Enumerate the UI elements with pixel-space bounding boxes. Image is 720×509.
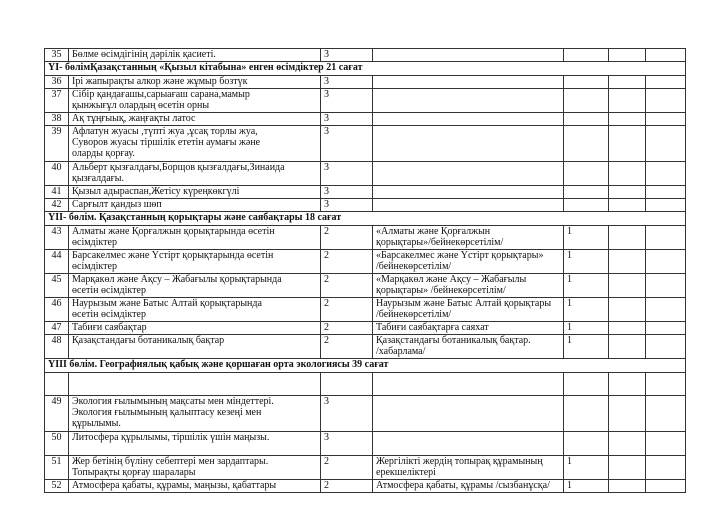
resource-cell bbox=[373, 76, 564, 89]
hours-cell: 2 bbox=[321, 298, 373, 322]
lesson-number-cell: 44 bbox=[45, 250, 69, 274]
topic-cell: Сарғылт қандыз шөп bbox=[69, 199, 321, 212]
extra-hours-cell bbox=[564, 396, 609, 432]
empty-cell bbox=[646, 396, 686, 432]
hours-cell: 2 bbox=[321, 322, 373, 335]
hours-cell: 3 bbox=[321, 113, 373, 126]
hours-cell: 3 bbox=[321, 199, 373, 212]
topic-cell: Марқакөл және Ақсу – Жабағылы қорықтарында өсетін өсімдіктер bbox=[69, 274, 321, 298]
table-row bbox=[45, 199, 686, 212]
extra-hours-cell bbox=[564, 162, 609, 186]
topic-cell: Наурызым және Батыс Алтай қорықтарында өсетін өсімдіктер bbox=[69, 298, 321, 322]
extra-hours-cell bbox=[564, 199, 609, 212]
empty-cell bbox=[609, 76, 646, 89]
topic-cell: Қазақстандағы ботаникалық бақтар bbox=[69, 335, 321, 359]
resource-cell bbox=[373, 89, 564, 113]
resource-cell: «Алматы және Қорғалжын қорықтары»/бейнекөрсетілім/ bbox=[373, 226, 564, 250]
empty-cell bbox=[609, 186, 646, 199]
topic-cell: Литосфера құрылымы, тіршілік үшін маңызы. bbox=[69, 432, 321, 456]
extra-hours-cell: 1 bbox=[564, 480, 609, 493]
hours-cell: 2 bbox=[321, 480, 373, 493]
empty-cell bbox=[646, 335, 686, 359]
hours-cell: 3 bbox=[321, 432, 373, 456]
empty-cell bbox=[646, 480, 686, 493]
resource-cell bbox=[373, 186, 564, 199]
resource-cell: Табиғи саябақтарға саяхат bbox=[373, 322, 564, 335]
resource-cell: «Марқакөл және Ақсу – Жабағылы қорықтары» /бейнекөрсетілім/ bbox=[373, 274, 564, 298]
empty-cell bbox=[646, 49, 686, 62]
topic-cell: Атмосфера қабаты, құрамы, маңызы, қабаттары bbox=[69, 480, 321, 493]
hours-cell: 2 bbox=[321, 274, 373, 298]
section-header-row bbox=[45, 359, 686, 373]
lesson-number-cell: 52 bbox=[45, 480, 69, 493]
topic-cell: Ірі жапырақты алкор және жұмыр бозтүк bbox=[69, 76, 321, 89]
blank-cell bbox=[609, 373, 646, 396]
empty-cell bbox=[609, 456, 646, 480]
table-row bbox=[45, 298, 686, 322]
empty-cell bbox=[609, 162, 646, 186]
table-row bbox=[45, 162, 686, 186]
blank-cell bbox=[321, 373, 373, 396]
extra-hours-cell bbox=[564, 126, 609, 162]
section-title: YII- бөлім. Қазақстанның қорықтары және саябақтары 18 сағат bbox=[45, 212, 686, 226]
empty-cell bbox=[609, 49, 646, 62]
resource-cell bbox=[373, 49, 564, 62]
lesson-number-cell: 46 bbox=[45, 298, 69, 322]
topic-cell: Қызыл адыраспан,Жетісу күреңкөкгүлі bbox=[69, 186, 321, 199]
empty-cell bbox=[646, 250, 686, 274]
extra-hours-cell bbox=[564, 186, 609, 199]
empty-cell bbox=[609, 274, 646, 298]
table-row bbox=[45, 432, 686, 456]
hours-cell: 3 bbox=[321, 126, 373, 162]
extra-hours-cell bbox=[564, 113, 609, 126]
table-row bbox=[45, 250, 686, 274]
resource-cell bbox=[373, 162, 564, 186]
topic-cell: Бөлме өсімдігінің дәрілік қасиеті. bbox=[69, 49, 321, 62]
empty-cell bbox=[609, 126, 646, 162]
empty-cell bbox=[646, 432, 686, 456]
empty-cell bbox=[646, 298, 686, 322]
table-row bbox=[45, 89, 686, 113]
lesson-number-cell: 43 bbox=[45, 226, 69, 250]
resource-cell bbox=[373, 396, 564, 432]
lesson-number-cell: 40 bbox=[45, 162, 69, 186]
lesson-number-cell: 39 bbox=[45, 126, 69, 162]
topic-cell: Экология ғылымының мақсаты мен міндеттері. Экология ғылымының қалыптасу кезеңі мен құрылымы. bbox=[69, 396, 321, 432]
empty-cell bbox=[609, 89, 646, 113]
resource-cell bbox=[373, 113, 564, 126]
extra-hours-cell: 1 bbox=[564, 250, 609, 274]
empty-cell bbox=[609, 113, 646, 126]
empty-cell bbox=[609, 480, 646, 493]
resource-cell: Наурызым және Батыс Алтай қорықтары /бейнекөрсетілім/ bbox=[373, 298, 564, 322]
extra-hours-cell bbox=[564, 89, 609, 113]
table-row bbox=[45, 226, 686, 250]
table-row bbox=[45, 113, 686, 126]
section-title: YI- бөлімҚазақстанның «Қызыл кітабына» енген өсімдіктер 21 сағат bbox=[45, 62, 686, 76]
curriculum-table-body bbox=[45, 49, 686, 493]
table-row bbox=[45, 322, 686, 335]
table-row bbox=[45, 76, 686, 89]
blank-cell bbox=[646, 373, 686, 396]
extra-hours-cell bbox=[564, 49, 609, 62]
table-row bbox=[45, 396, 686, 432]
topic-cell: Жер бетінің бүліну себептері мен зардаптары. Топырақты қорғау шаралары bbox=[69, 456, 321, 480]
empty-cell bbox=[609, 335, 646, 359]
empty-cell bbox=[609, 396, 646, 432]
resource-cell: Атмосфера қабаты, құрамы /сызбанұсқа/ bbox=[373, 480, 564, 493]
topic-cell: Барсакелмес және Үстірт қорықтарында өсетін өсімдіктер bbox=[69, 250, 321, 274]
lesson-number-cell: 47 bbox=[45, 322, 69, 335]
hours-cell: 2 bbox=[321, 335, 373, 359]
extra-hours-cell: 1 bbox=[564, 298, 609, 322]
table-row bbox=[45, 274, 686, 298]
resource-cell: «Барсакелмес және Үстірт қорықтары» /бейнекөрсетілім/ bbox=[373, 250, 564, 274]
empty-cell bbox=[609, 298, 646, 322]
empty-cell bbox=[646, 76, 686, 89]
topic-cell: Сібір қандағашы,сарыағаш сарана,мамыр қынжығұл олардың өсетін орны bbox=[69, 89, 321, 113]
blank-cell bbox=[45, 373, 69, 396]
topic-cell: Альберт қызғалдағы,Борщов қызғалдағы,Зинаида қызғалдағы. bbox=[69, 162, 321, 186]
table-row bbox=[45, 186, 686, 199]
extra-hours-cell: 1 bbox=[564, 226, 609, 250]
blank-cell bbox=[564, 373, 609, 396]
lesson-number-cell: 45 bbox=[45, 274, 69, 298]
blank-cell bbox=[373, 373, 564, 396]
lesson-number-cell: 37 bbox=[45, 89, 69, 113]
lesson-number-cell: 51 bbox=[45, 456, 69, 480]
hours-cell: 3 bbox=[321, 76, 373, 89]
empty-cell bbox=[646, 456, 686, 480]
empty-cell bbox=[646, 89, 686, 113]
empty-cell bbox=[646, 274, 686, 298]
curriculum-table bbox=[44, 48, 686, 493]
lesson-number-cell: 48 bbox=[45, 335, 69, 359]
table-row bbox=[45, 480, 686, 493]
extra-hours-cell: 1 bbox=[564, 322, 609, 335]
empty-cell bbox=[646, 126, 686, 162]
empty-cell bbox=[646, 322, 686, 335]
resource-cell: Қазақстандағы ботаникалық бақтар. /хабарлама/ bbox=[373, 335, 564, 359]
hours-cell: 3 bbox=[321, 396, 373, 432]
hours-cell: 2 bbox=[321, 226, 373, 250]
blank-row bbox=[45, 373, 686, 396]
section-title: YIII бөлім. Географиялық қабық және қоршаған орта экологиясы 39 сағат bbox=[45, 359, 686, 373]
topic-cell: Табиғи саябақтар bbox=[69, 322, 321, 335]
lesson-number-cell: 36 bbox=[45, 76, 69, 89]
extra-hours-cell: 1 bbox=[564, 335, 609, 359]
empty-cell bbox=[646, 226, 686, 250]
section-header-row bbox=[45, 212, 686, 226]
table-row bbox=[45, 49, 686, 62]
topic-cell: Алматы және Қорғалжын қорықтарында өсетін өсімдіктер bbox=[69, 226, 321, 250]
extra-hours-cell: 1 bbox=[564, 456, 609, 480]
resource-cell bbox=[373, 432, 564, 456]
table-row bbox=[45, 335, 686, 359]
lesson-number-cell: 38 bbox=[45, 113, 69, 126]
empty-cell bbox=[609, 199, 646, 212]
hours-cell: 3 bbox=[321, 49, 373, 62]
empty-cell bbox=[609, 432, 646, 456]
extra-hours-cell bbox=[564, 76, 609, 89]
lesson-number-cell: 41 bbox=[45, 186, 69, 199]
topic-cell: Ақ тұңғыық, жаңғақты латос bbox=[69, 113, 321, 126]
lesson-number-cell: 50 bbox=[45, 432, 69, 456]
empty-cell bbox=[646, 113, 686, 126]
hours-cell: 2 bbox=[321, 456, 373, 480]
empty-cell bbox=[646, 199, 686, 212]
table-row bbox=[45, 456, 686, 480]
hours-cell: 2 bbox=[321, 250, 373, 274]
hours-cell: 3 bbox=[321, 89, 373, 113]
empty-cell bbox=[609, 226, 646, 250]
lesson-number-cell: 35 bbox=[45, 49, 69, 62]
hours-cell: 3 bbox=[321, 186, 373, 199]
resource-cell: Жергілікті жердің топырақ құрамының ерекшеліктері bbox=[373, 456, 564, 480]
empty-cell bbox=[609, 250, 646, 274]
lesson-number-cell: 42 bbox=[45, 199, 69, 212]
extra-hours-cell bbox=[564, 432, 609, 456]
empty-cell bbox=[646, 186, 686, 199]
blank-cell bbox=[69, 373, 321, 396]
lesson-number-cell: 49 bbox=[45, 396, 69, 432]
table-row bbox=[45, 126, 686, 162]
empty-cell bbox=[646, 162, 686, 186]
empty-cell bbox=[609, 322, 646, 335]
extra-hours-cell: 1 bbox=[564, 274, 609, 298]
hours-cell: 3 bbox=[321, 162, 373, 186]
resource-cell bbox=[373, 126, 564, 162]
section-header-row bbox=[45, 62, 686, 76]
topic-cell: Афлатун жуасы ,түпті жуа ,ұсақ торлы жуа, Суворов жуасы тіршілік ететін аумағы және оларды қорғау. bbox=[69, 126, 321, 162]
resource-cell bbox=[373, 199, 564, 212]
